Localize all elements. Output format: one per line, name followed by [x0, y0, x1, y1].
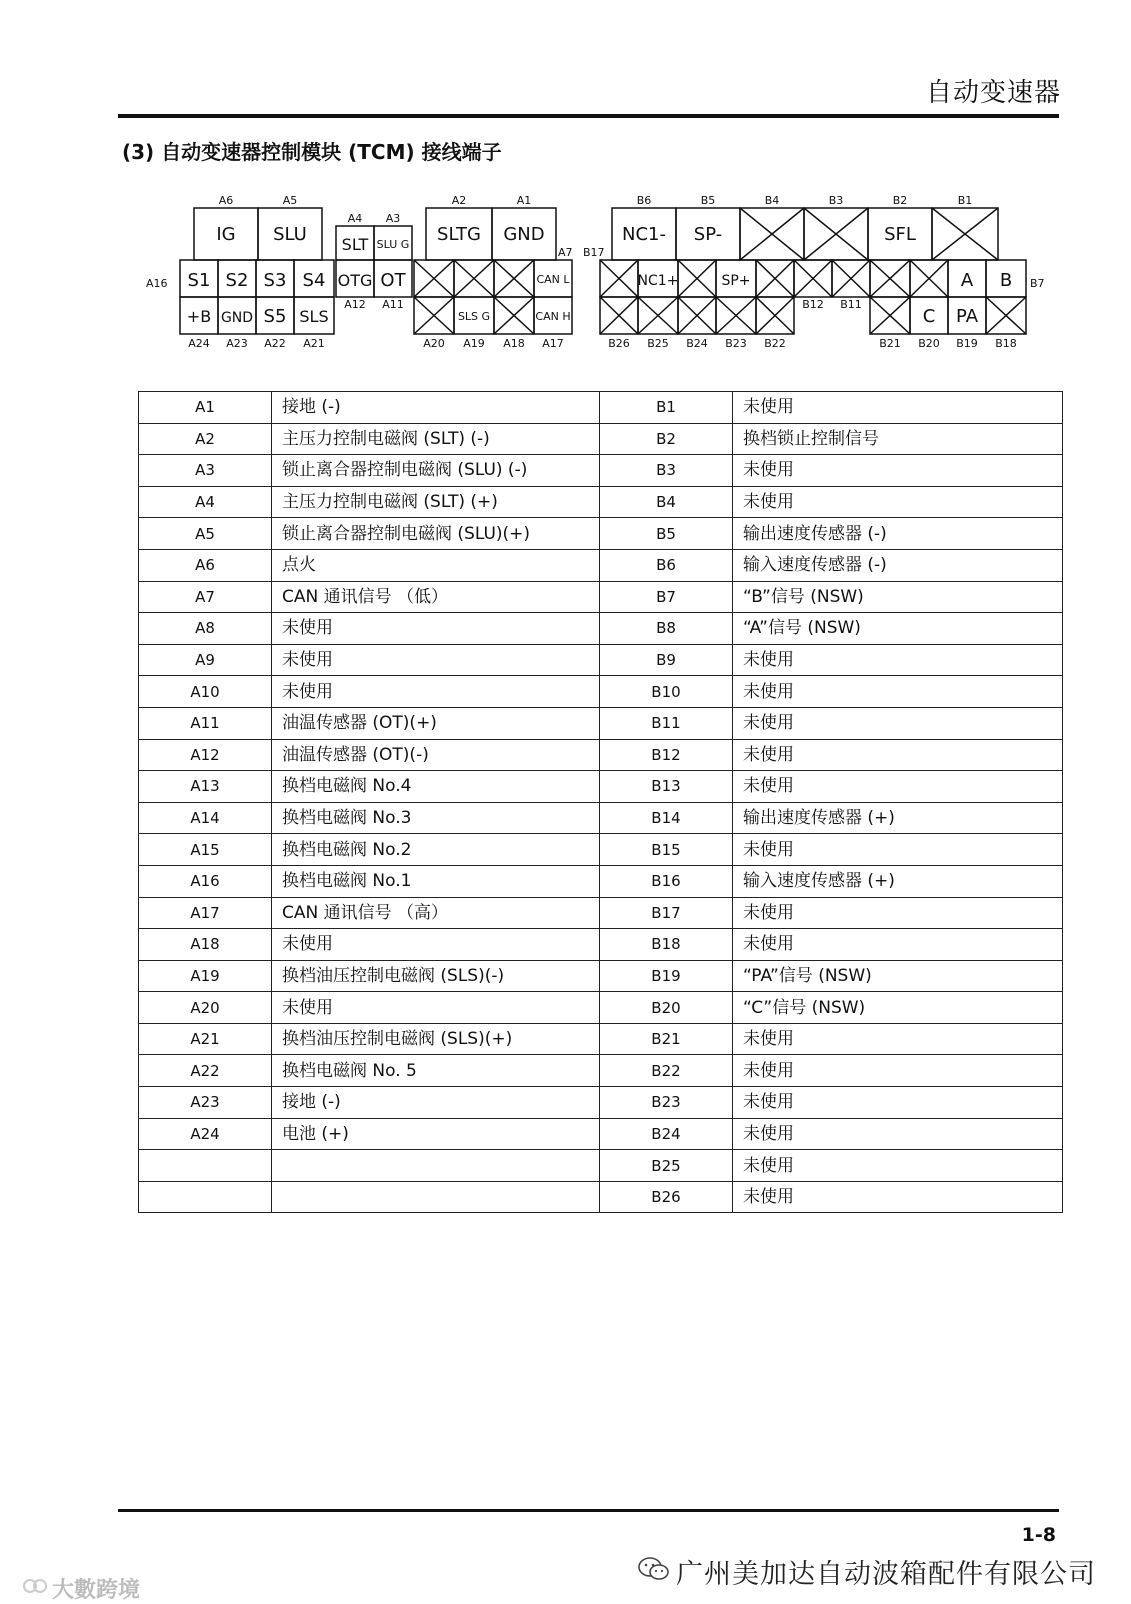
pin-a-description: 锁止离合器控制电磁阀 (SLU) (-)	[272, 455, 600, 487]
pin-a-code: A15	[139, 834, 272, 866]
table-row	[139, 455, 1063, 487]
cell-SFL: SFL	[884, 224, 916, 245]
pin-a-code: A17	[139, 897, 272, 929]
pin-a-code: A10	[139, 676, 272, 708]
pin-b-code: B19	[600, 960, 733, 992]
pin-b-description: 未使用	[733, 1023, 1063, 1055]
pin-b-description: 未使用	[733, 897, 1063, 929]
label-B25: B25	[647, 337, 669, 350]
wechat-icon	[637, 1556, 671, 1582]
label-A22: A22	[264, 337, 286, 350]
cell-SLTG: SLTG	[437, 224, 481, 245]
table-row	[139, 613, 1063, 645]
pin-a-code: A22	[139, 1055, 272, 1087]
cell-S3: S3	[263, 270, 287, 291]
pin-b-description: 未使用	[733, 707, 1063, 739]
tcm-connector-diagram	[0, 0, 1131, 360]
label-B2: B2	[892, 194, 908, 207]
label-B3: B3	[828, 194, 844, 207]
label-A3: A3	[385, 212, 401, 225]
table-row	[139, 1118, 1063, 1150]
pin-b-description: 输出速度传感器 (+)	[733, 802, 1063, 834]
label-B7: B7	[1030, 277, 1045, 290]
pin-a-description: 接地 (-)	[272, 392, 600, 424]
pin-b-code: B18	[600, 929, 733, 961]
pin-b-description: 未使用	[733, 676, 1063, 708]
pin-b-description: 未使用	[733, 392, 1063, 424]
pin-b-code: B13	[600, 771, 733, 803]
label-A24: A24	[188, 337, 210, 350]
table-row	[139, 771, 1063, 803]
table-row	[139, 929, 1063, 961]
pin-a-code: A7	[139, 581, 272, 613]
pin-a-code: A16	[139, 865, 272, 897]
pin-b-description: 未使用	[733, 771, 1063, 803]
pin-a-description: 未使用	[272, 676, 600, 708]
pin-a-description	[272, 1150, 600, 1182]
pin-a-code	[139, 1150, 272, 1182]
label-B12: B12	[802, 298, 824, 311]
label-A18: A18	[503, 337, 525, 350]
pin-b-code: B1	[600, 392, 733, 424]
label-B24: B24	[686, 337, 708, 350]
pin-a-code: A19	[139, 960, 272, 992]
pin-b-description: 未使用	[733, 1181, 1063, 1213]
table-row	[139, 549, 1063, 581]
pin-a-description: 锁止离合器控制电磁阀 (SLU)(+)	[272, 518, 600, 550]
cell-plus-B: +B	[186, 307, 212, 326]
cell-SLT: SLT	[341, 235, 369, 254]
label-B21: B21	[879, 337, 901, 350]
footer-company: 广州美加达自动波箱配件有限公司	[676, 1559, 1096, 1590]
cell-SLU: SLU	[273, 224, 307, 245]
pin-b-code: B7	[600, 581, 733, 613]
pin-a-description: 未使用	[272, 644, 600, 676]
label-B11: B11	[840, 298, 862, 311]
pin-b-description: 未使用	[733, 455, 1063, 487]
pin-b-description: “C”信号 (NSW)	[733, 992, 1063, 1024]
pin-b-code: B25	[600, 1150, 733, 1182]
pin-b-code: B22	[600, 1055, 733, 1087]
label-A12: A12	[344, 298, 366, 311]
pin-b-description: 未使用	[733, 739, 1063, 771]
label-A5: A5	[282, 194, 298, 207]
pin-a-code: A4	[139, 486, 272, 518]
pin-b-code: B16	[600, 865, 733, 897]
pin-a-description: 未使用	[272, 929, 600, 961]
pin-b-code: B20	[600, 992, 733, 1024]
label-A16: A16	[146, 277, 168, 290]
pin-a-code: A3	[139, 455, 272, 487]
cell-PA: PA	[955, 306, 979, 327]
footer-rule	[118, 1509, 1059, 1512]
pin-a-description: 换档电磁阀 No.2	[272, 834, 600, 866]
pin-b-code: B4	[600, 486, 733, 518]
table-row	[139, 834, 1063, 866]
pin-a-code: A9	[139, 644, 272, 676]
pin-a-description: 主压力控制电磁阀 (SLT) (-)	[272, 423, 600, 455]
pin-a-code: A18	[139, 929, 272, 961]
pin-a-description: 换档油压控制电磁阀 (SLS)(+)	[272, 1023, 600, 1055]
pin-b-code: B8	[600, 613, 733, 645]
pin-a-description: CAN 通讯信号 （低）	[272, 581, 600, 613]
pin-b-code: B26	[600, 1181, 733, 1213]
table-row	[139, 992, 1063, 1024]
pin-b-description: 未使用	[733, 1055, 1063, 1087]
pin-b-description: 未使用	[733, 834, 1063, 866]
pin-b-description: 未使用	[733, 644, 1063, 676]
cell-A: A	[960, 270, 974, 291]
pin-a-code: A6	[139, 549, 272, 581]
label-B20: B20	[918, 337, 940, 350]
section-title: (3) 自动变速器控制模块 (TCM) 接线端子	[122, 140, 502, 164]
pin-b-code: B11	[600, 707, 733, 739]
pin-a-description: 换档电磁阀 No.1	[272, 865, 600, 897]
pin-b-description: 输入速度传感器 (+)	[733, 865, 1063, 897]
pin-table	[138, 391, 1063, 1213]
pin-a-description: 换档电磁阀 No.3	[272, 802, 600, 834]
cell-OTG: OTG	[337, 271, 373, 290]
pin-b-code: B17	[600, 897, 733, 929]
label-B6: B6	[636, 194, 652, 207]
cell-S1: S1	[187, 270, 211, 291]
pin-b-code: B21	[600, 1023, 733, 1055]
pin-a-description: 换档电磁阀 No.4	[272, 771, 600, 803]
pin-b-description: 未使用	[733, 486, 1063, 518]
table-row	[139, 1023, 1063, 1055]
pin-b-description: 换档锁止控制信号	[733, 423, 1063, 455]
pin-b-description: 输出速度传感器 (-)	[733, 518, 1063, 550]
table-row	[139, 960, 1063, 992]
pin-b-description: 未使用	[733, 1118, 1063, 1150]
label-A17: A17	[542, 337, 564, 350]
cell-SLS-G: SLS G	[457, 310, 491, 323]
table-row	[139, 581, 1063, 613]
pin-b-description: “B”信号 (NSW)	[733, 581, 1063, 613]
cell-SP-minus: SP-	[693, 224, 723, 245]
table-row	[139, 423, 1063, 455]
pin-b-code: B5	[600, 518, 733, 550]
pin-b-code: B15	[600, 834, 733, 866]
pin-b-description: “A”信号 (NSW)	[733, 613, 1063, 645]
pin-a-description: 未使用	[272, 992, 600, 1024]
pin-a-description: 主压力控制电磁阀 (SLT) (+)	[272, 486, 600, 518]
pin-a-description: CAN 通讯信号 （高）	[272, 897, 600, 929]
cell-IG: IG	[216, 224, 236, 245]
label-B23: B23	[725, 337, 747, 350]
label-A4: A4	[347, 212, 363, 225]
label-B26: B26	[608, 337, 630, 350]
cell-NC1-plus: NC1+	[637, 273, 679, 289]
pin-b-code: B3	[600, 455, 733, 487]
table-row	[139, 802, 1063, 834]
pin-a-description: 点火	[272, 549, 600, 581]
pin-a-description: 未使用	[272, 613, 600, 645]
label-A2: A2	[451, 194, 467, 207]
table-row	[139, 1181, 1063, 1213]
pin-a-description: 油温传感器 (OT)(-)	[272, 739, 600, 771]
watermark-logo-icon	[22, 1576, 48, 1596]
pin-a-description: 接地 (-)	[272, 1087, 600, 1119]
table-row	[139, 518, 1063, 550]
cell-SP-plus: SP+	[721, 273, 751, 289]
pin-b-code: B9	[600, 644, 733, 676]
page-number: 1-8	[1021, 1524, 1056, 1546]
table-row	[139, 676, 1063, 708]
pin-a-code: A2	[139, 423, 272, 455]
table-row	[139, 1055, 1063, 1087]
pin-a-description: 换档油压控制电磁阀 (SLS)(-)	[272, 960, 600, 992]
cell-C: C	[922, 306, 936, 327]
table-row	[139, 392, 1063, 424]
cell-S5: S5	[263, 306, 287, 327]
pin-a-code: A23	[139, 1087, 272, 1119]
label-B5: B5	[700, 194, 716, 207]
pin-b-description: “PA”信号 (NSW)	[733, 960, 1063, 992]
cell-GND: GND	[503, 224, 545, 245]
pin-b-code: B14	[600, 802, 733, 834]
cell-B: B	[999, 270, 1013, 291]
pin-a-code: A20	[139, 992, 272, 1024]
pin-b-code: B6	[600, 549, 733, 581]
pin-b-code: B10	[600, 676, 733, 708]
label-A19: A19	[463, 337, 485, 350]
pin-b-code: B12	[600, 739, 733, 771]
label-A20: A20	[423, 337, 445, 350]
pin-a-code: A13	[139, 771, 272, 803]
table-row	[139, 486, 1063, 518]
pin-b-description: 输入速度传感器 (-)	[733, 549, 1063, 581]
cell-S4: S4	[302, 270, 326, 291]
label-B22: B22	[764, 337, 786, 350]
cell-S2: S2	[225, 270, 249, 291]
pin-a-code: A5	[139, 518, 272, 550]
pin-b-description: 未使用	[733, 929, 1063, 961]
pin-b-code: B23	[600, 1087, 733, 1119]
pin-a-code: A1	[139, 392, 272, 424]
pin-a-code: A12	[139, 739, 272, 771]
cell-SLU-G: SLU G	[376, 238, 410, 251]
watermark-text: 大數跨境	[52, 1578, 141, 1603]
pin-a-description: 油温传感器 (OT)(+)	[272, 707, 600, 739]
label-A1: A1	[516, 194, 532, 207]
label-B17: B17	[583, 246, 605, 259]
pin-a-code: A21	[139, 1023, 272, 1055]
label-A21: A21	[303, 337, 325, 350]
pin-b-code: B24	[600, 1118, 733, 1150]
table-row	[139, 1087, 1063, 1119]
pin-a-description	[272, 1181, 600, 1213]
cell-CAN-H: CAN H	[535, 310, 571, 323]
pin-a-code: A14	[139, 802, 272, 834]
pin-a-code	[139, 1181, 272, 1213]
table-row	[139, 644, 1063, 676]
pin-a-description: 换档电磁阀 No. 5	[272, 1055, 600, 1087]
label-B4: B4	[764, 194, 780, 207]
pin-b-description: 未使用	[733, 1150, 1063, 1182]
cell-CAN-L: CAN L	[536, 273, 570, 286]
header-title: 自动变速器	[925, 78, 1061, 108]
table-row	[139, 897, 1063, 929]
pin-b-code: B2	[600, 423, 733, 455]
table-row	[139, 1150, 1063, 1182]
cell-OT: OT	[380, 270, 406, 291]
label-A6: A6	[218, 194, 234, 207]
label-A23: A23	[226, 337, 248, 350]
label-B18: B18	[995, 337, 1017, 350]
cell-SLS: SLS	[299, 307, 329, 326]
pin-a-code: A24	[139, 1118, 272, 1150]
pin-a-code: A11	[139, 707, 272, 739]
pin-b-description: 未使用	[733, 1087, 1063, 1119]
label-B1: B1	[957, 194, 973, 207]
cell-NC1-minus: NC1-	[622, 224, 666, 245]
table-row	[139, 739, 1063, 771]
pin-a-code: A8	[139, 613, 272, 645]
label-A7: A7	[558, 246, 573, 259]
cell-GND-2: GND	[220, 310, 254, 326]
table-row	[139, 865, 1063, 897]
pin-a-description: 电池 (+)	[272, 1118, 600, 1150]
label-A11: A11	[382, 298, 404, 311]
label-B19: B19	[956, 337, 978, 350]
table-row	[139, 707, 1063, 739]
